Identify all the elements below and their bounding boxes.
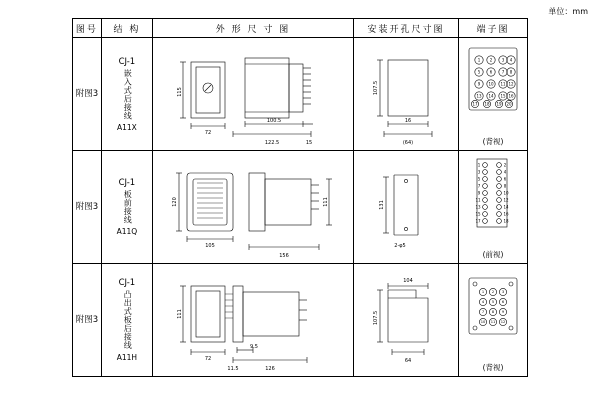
row2-structure-title: CJ-1 [118, 178, 136, 188]
svg-text:16: 16 [508, 93, 514, 99]
row2-dim-111: 111 [322, 197, 329, 207]
svg-text:1: 1 [481, 290, 485, 295]
svg-text:18: 18 [484, 101, 490, 107]
svg-text:2: 2 [491, 290, 495, 295]
svg-text:6: 6 [503, 176, 507, 182]
row1-dim-122-5: 122.5 [264, 140, 280, 146]
svg-text:5: 5 [477, 176, 481, 182]
row3-dim-72: 72 [204, 356, 212, 362]
row3-structure-title: CJ-1 [118, 278, 136, 289]
row2-panel-cut-drawing [353, 151, 458, 264]
row2-structure-desc: 板前接线 [123, 190, 133, 224]
svg-text:1: 1 [477, 162, 481, 168]
svg-text:11: 11 [490, 320, 496, 325]
svg-text:10: 10 [503, 190, 509, 196]
svg-text:1: 1 [477, 57, 481, 63]
svg-text:4: 4 [481, 300, 485, 305]
row2-terminal-diagram [458, 151, 527, 264]
outline-drawing-row3 [153, 264, 353, 376]
svg-text:4: 4 [503, 169, 507, 175]
svg-text:17: 17 [472, 101, 478, 107]
svg-text:6: 6 [501, 300, 505, 305]
row2-panel-dim-2-phi5: 2-φ5 [394, 243, 406, 249]
svg-text:3: 3 [477, 169, 481, 175]
svg-text:12: 12 [500, 320, 506, 325]
row3-fig-no-label: 附图3 [75, 314, 99, 325]
col-header-structure: 结 构 [101, 19, 152, 38]
panel-cut-row2 [354, 151, 458, 263]
svg-text:3: 3 [501, 57, 505, 63]
svg-text:7: 7 [481, 310, 485, 315]
row1-panel-dim-107-5: 107.5 [372, 80, 379, 96]
row3-structure-code: A11H [116, 352, 138, 362]
panel-cut-row3 [354, 264, 458, 376]
table-row [73, 151, 528, 264]
svg-text:3: 3 [501, 290, 505, 295]
svg-text:16: 16 [503, 211, 509, 217]
row3-structure-desc: 凸出式板后接线 [123, 290, 133, 350]
col-header-terminal: 端子图 [458, 19, 527, 38]
table-row [73, 38, 528, 151]
col-header-panel-cut: 安装开孔尺寸图 [353, 19, 458, 38]
terminal-drawing-row1 [459, 38, 527, 138]
row3-terminal-caption: (背视) [482, 363, 504, 372]
svg-text:2: 2 [489, 57, 493, 63]
col-header-outline: 外 形 尺 寸 图 [152, 19, 353, 38]
outline-drawing-row1 [153, 38, 353, 150]
row2-panel-dim-131: 131 [378, 200, 385, 210]
svg-text:13: 13 [475, 204, 481, 210]
row2-structure-code: A11Q [116, 227, 138, 236]
svg-text:9: 9 [501, 310, 505, 315]
row1-structure-title: CJ-1 [118, 56, 136, 67]
row3-terminal-diagram [458, 264, 527, 377]
svg-text:12: 12 [508, 81, 514, 87]
svg-text:15: 15 [475, 211, 481, 217]
svg-text:8: 8 [509, 69, 513, 75]
row1-structure-desc: 嵌入式后接线 [123, 68, 133, 120]
row1-panel-dim-64: (64) [402, 140, 414, 146]
row2-fig-no-label: 附图3 [75, 201, 99, 212]
row1-dim-100-5: 100.5 [266, 118, 282, 124]
row1-structure [101, 38, 152, 151]
row1-terminal-caption: (背视) [482, 137, 504, 146]
svg-text:11: 11 [475, 197, 481, 203]
svg-text:8: 8 [503, 183, 507, 189]
svg-text:15: 15 [500, 93, 506, 99]
svg-text:18: 18 [503, 218, 509, 224]
row1-terminal-diagram [458, 38, 527, 151]
svg-text:4: 4 [509, 57, 513, 63]
svg-text:10: 10 [480, 320, 486, 325]
svg-text:14: 14 [488, 93, 494, 99]
row3-dim-9-5: 9.5 [250, 344, 258, 350]
row2-dim-120: 120 [171, 197, 178, 207]
table-header-row [73, 19, 528, 38]
row1-dim-72: 72 [204, 130, 212, 136]
row3-fig-no [73, 264, 102, 377]
svg-text:8: 8 [491, 310, 495, 315]
svg-text:5: 5 [491, 300, 495, 305]
svg-text:13: 13 [476, 93, 482, 99]
row1-dim-115: 115 [176, 87, 183, 97]
row2-fig-no [73, 151, 102, 264]
row1-dim-15: 15 [305, 140, 313, 146]
row1-fig-no-label: 附图3 [75, 88, 99, 99]
svg-text:5: 5 [477, 69, 481, 75]
panel-cut-row1 [354, 38, 458, 150]
col-header-fig-no: 图号 [73, 19, 102, 38]
svg-text:7: 7 [477, 183, 481, 189]
table-row [73, 264, 528, 377]
terminal-drawing-row3 [459, 264, 527, 364]
svg-text:10: 10 [488, 81, 494, 87]
svg-text:9: 9 [477, 190, 481, 196]
row1-panel-dim-16: 16 [404, 118, 412, 124]
svg-text:12: 12 [503, 197, 509, 203]
row3-dim-111: 111 [176, 309, 183, 319]
svg-text:9: 9 [477, 81, 481, 87]
row3-panel-dim-64: 64 [404, 358, 412, 364]
svg-text:2: 2 [503, 162, 507, 168]
row3-structure [101, 264, 152, 377]
row2-outline-drawing [152, 151, 353, 264]
svg-text:6: 6 [489, 69, 493, 75]
spec-table [72, 18, 528, 377]
row3-dim-11-5: 11.5 [227, 366, 239, 372]
row2-dim-105: 105 [205, 243, 215, 249]
row2-structure [101, 151, 152, 264]
terminal-drawing-row2 [459, 151, 527, 251]
svg-text:17: 17 [475, 218, 481, 224]
unit-note: 单位：mm [548, 7, 588, 16]
row1-structure-code: A11X [116, 122, 137, 132]
svg-text:7: 7 [501, 69, 505, 75]
outline-drawing-row2 [153, 151, 353, 263]
row3-panel-dim-107-5: 107.5 [372, 310, 379, 326]
row3-dim-126: 126 [265, 366, 275, 372]
row3-outline-drawing [152, 264, 353, 377]
row2-terminal-caption: (前视) [482, 250, 504, 259]
svg-text:11: 11 [500, 81, 506, 87]
row3-panel-cut-drawing [353, 264, 458, 377]
row1-fig-no [73, 38, 102, 151]
svg-text:19: 19 [496, 101, 502, 107]
row1-outline-drawing [152, 38, 353, 151]
svg-text:20: 20 [506, 101, 512, 107]
row3-panel-dim-104: 104 [403, 278, 413, 284]
svg-text:14: 14 [503, 204, 509, 210]
row2-dim-156: 156 [279, 253, 289, 259]
row1-panel-cut-drawing [353, 38, 458, 151]
